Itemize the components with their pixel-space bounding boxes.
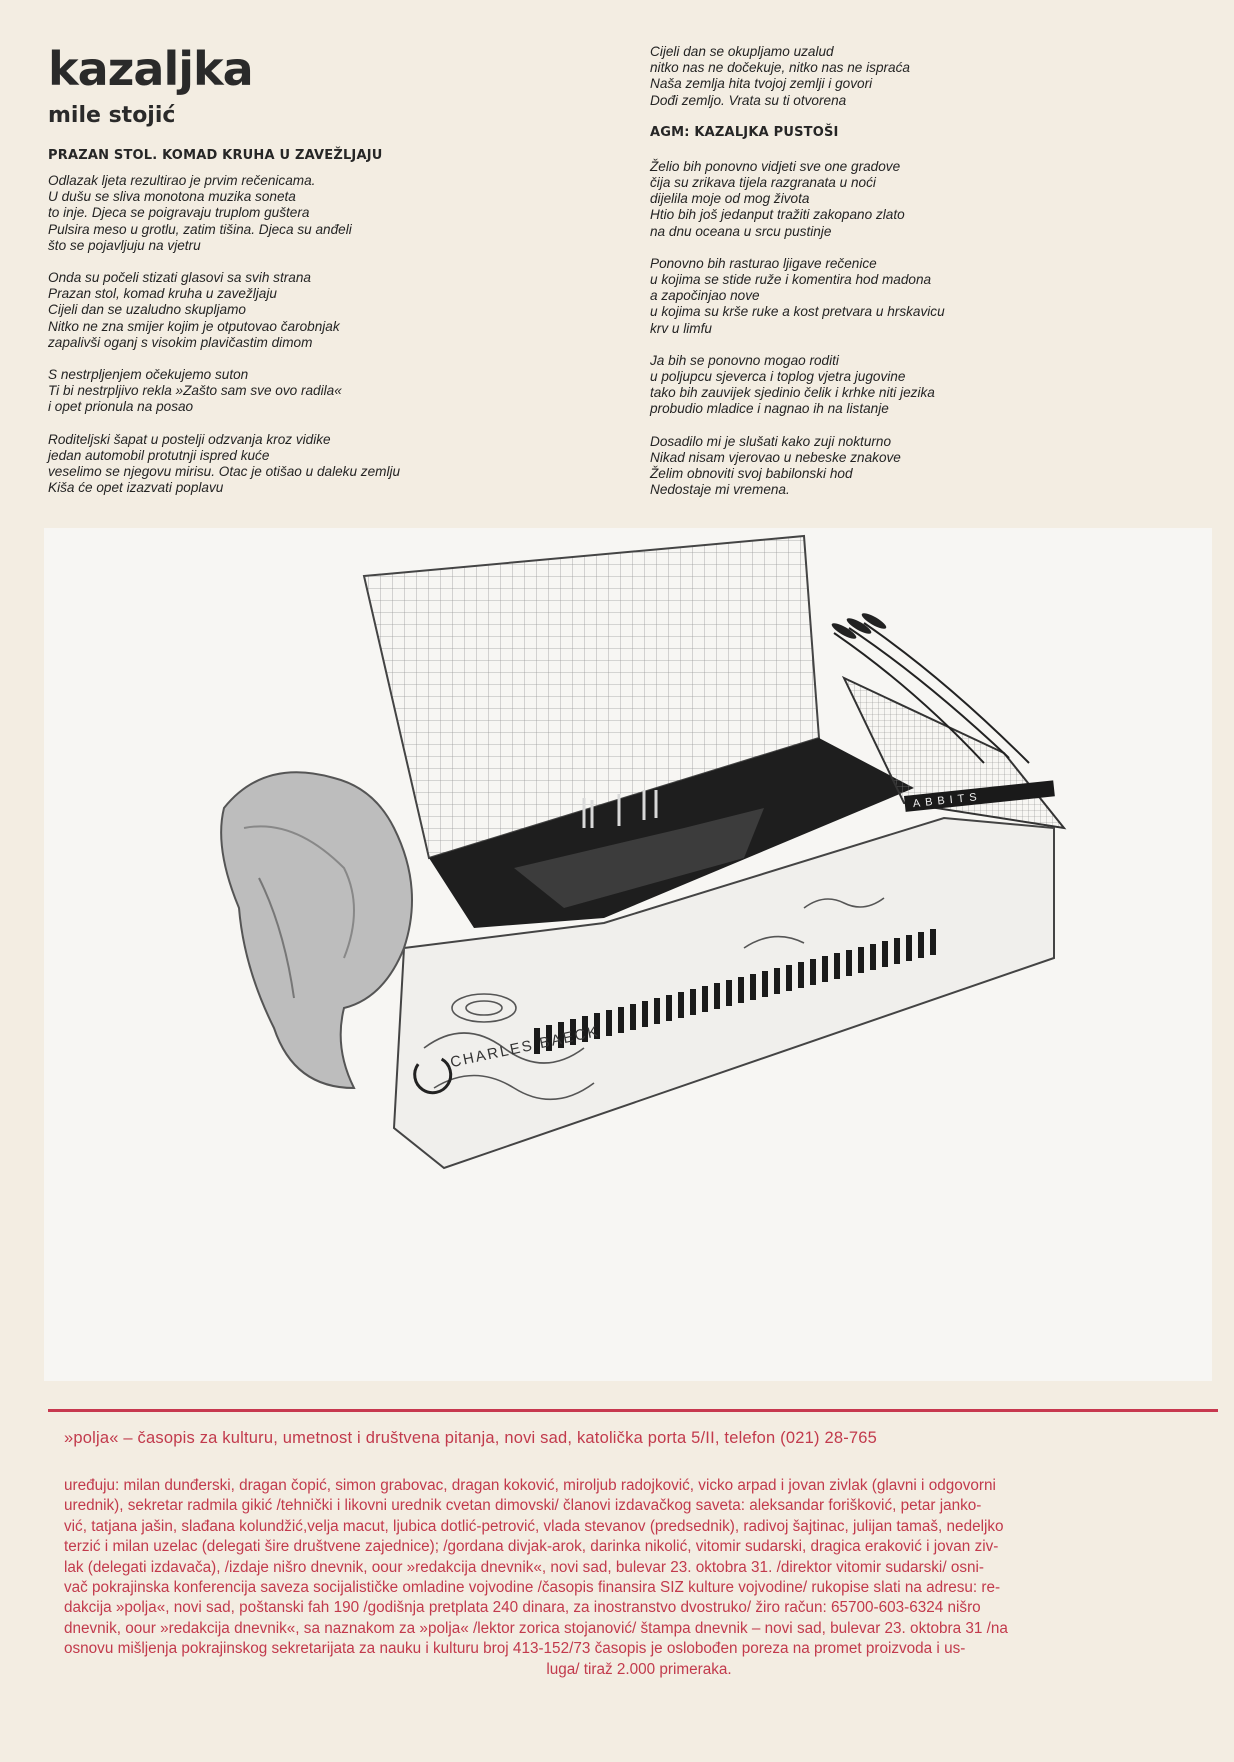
artwork-photo (44, 528, 1212, 1381)
credits-line: lak (delegati izdavača), /izdaje nišro dnevnik, oour »redakcija dnevnik«, novi sad, bulevar 23. oktobra 31. /direktor vitomir sudarski/ osni- (64, 1558, 984, 1576)
poem-line: Cijeli dan se uzaludno skupljamo (48, 302, 246, 318)
poem-right-column (650, 44, 1050, 514)
page-title: kazaljka (48, 42, 253, 96)
brand-label-text: CHARLES BAECK (448, 1022, 601, 1072)
poem-line: to inje. Djeca se poigravaju truplom guštera (48, 205, 310, 221)
footer-rule (48, 1409, 1218, 1412)
poem-line: dijelila moje od mog života (650, 191, 810, 207)
stanza (650, 353, 1050, 418)
poem-line: Onda su počeli stizati glasovi sa svih strana (48, 270, 311, 286)
poem-line: U dušu se sliva monotona muzika soneta (48, 189, 296, 205)
masthead-line: »polja« – časopis za kulturu, umetnost i društvena pitanja, novi sad, katolička porta 5/II, telefon (021) 28-765 (64, 1429, 878, 1447)
credits-line: urednik), sekretar radmila gikić /tehnički i likovni urednik cvetan dimovski/ članovi izdavačkog saveta: aleksandar forišković, petar janko- (64, 1497, 982, 1515)
lid-label-text: ABBITS (912, 790, 983, 811)
poem-line: tako bih zauvijek sjedinio čelik i krhke niti jezika (650, 385, 935, 401)
poem-line: Odlazak ljeta rezultirao je prvim rečenicama. (48, 173, 316, 188)
credits-line: uređuju: milan dunđerski, dragan čopić, simon grabovac, dragan koković, miroljub radojković, vicko arpad i jovan zivlak (glavni i odgovorni (64, 1477, 996, 1494)
poem-line: veselimo se njegovu mirisu. Otac je otišao u daleku zemlju (48, 464, 401, 480)
stanza (48, 432, 518, 497)
poem-line: jedan automobil protutnji ispred kuće (48, 447, 270, 463)
poem-line: Naša zemlja hita tvojoj zemlji i govori (650, 76, 873, 92)
poem-line: Kiša će opet izazvati poplavu (48, 480, 224, 496)
credits-line: vač pokrajinska konferencija saveza socijalističke omladine vojvodine /časopis finansira SIZ kulture vojvodine/ rukopise slati na adresu: re- (64, 1579, 1001, 1597)
stanza-intro (650, 44, 1050, 109)
poem-left-heading: PRAZAN STOL. KOMAD KRUHA U ZAVEŽLJAJU (48, 148, 383, 163)
artwork-illustration (44, 528, 1212, 1381)
credits-line: dnevnik, oour »redakcija dnevnik«, sa naznakom za »polja« /lektor zorica stojanović/ štampa dnevnik – novi sad, bulevar 23. oktobra 31 /na (64, 1619, 1008, 1637)
poem-right-heading: AGM: KAZALJKA PUSTOŠI (650, 124, 839, 140)
credits-line: vić, tatjana jašin, slađana kolundžić,velja macut, ljubica dotlić-petrović, vlada stevanov (predsednik), radivoj šajtinac, julijan tamaš, nedeljko (64, 1517, 1004, 1535)
stanza (48, 270, 518, 351)
poem-line: krv u limfu (650, 320, 712, 336)
stanza (48, 367, 518, 416)
poem-line: Nitko ne zna smijer kojim je otputovao čarobnjak (48, 318, 340, 334)
poem-line: zapalivši oganj s visokim plavičastim dimom (48, 334, 313, 350)
poem-line: Ponovno bih rasturao ljigave rečenice (650, 255, 877, 271)
poem-line: S nestrpljenjem očekujemo suton (48, 367, 249, 383)
stanza (650, 434, 1050, 499)
poem-line: čija su zrikava tijela razgranata u noći (650, 175, 876, 191)
poem-line: u poljupcu sjeverca i toplog vjetra jugovine (650, 369, 906, 385)
author-name: mile stojić (48, 103, 176, 128)
poem-line: a započinjao nove (650, 288, 760, 304)
poem-line: Želim obnoviti svoj babilonski hod (650, 466, 853, 482)
credits-line: luga/ tiraž 2.000 primeraka. (546, 1660, 732, 1678)
stanza (650, 256, 1050, 337)
poem-line: Nedostaje mi vremena. (650, 482, 790, 498)
poem-line: Nikad nisam vjerovao u nebeske znakove (650, 449, 901, 465)
draped-cloth (221, 772, 412, 1088)
poem-left-column (48, 148, 518, 512)
poem-line: nitko nas ne dočekuje, nitko nas ne ispraća (650, 60, 910, 76)
poem-line: Cijeli dan se okupljamo uzalud (650, 44, 834, 59)
stanza (48, 173, 518, 254)
poem-line: Prazan stol, komad kruha u zavežljaju (48, 286, 277, 302)
credits-block (64, 1476, 1214, 1680)
stanza (650, 159, 1050, 240)
poem-line: Dosadilo mi je slušati kako zuji nokturno (650, 433, 892, 449)
credits-line: osnovu mišljenja pokrajinskog sekretarijata za nauku i kulturu broj 413-152/73 časopis je oslobođen poreza na promet proizvoda i us- (64, 1640, 966, 1658)
poem-line: Želio bih ponovno vidjeti sve one gradove (650, 158, 901, 174)
poem-line: probudio mladice i nagnao ih na listanje (650, 401, 889, 417)
poem-line: u kojima se stide ruže i komentira hod madona (650, 272, 932, 288)
poem-line: i opet prionula na posao (48, 399, 194, 415)
poem-line: Roditeljski šapat u postelji odzvanja kroz vidike (48, 431, 331, 447)
poem-line: na dnu oceana u srcu pustinje (650, 223, 832, 239)
poem-line: Htio bih još jedanput tražiti zakopano zlato (650, 207, 905, 223)
poem-line: u kojima su krše ruke a kost pretvara u hrskavicu (650, 304, 945, 320)
credits-line: terzić i milan uzelac (delegati šire društvene zajednice); /gordana divjak-arok, darinka nikolić, vitomir sudarski, dragica eraković i jovan ziv- (64, 1538, 999, 1556)
poem-line: što se pojavljuju na vjetru (48, 237, 201, 253)
poem-line: Ja bih se ponovno mogao roditi (650, 352, 839, 368)
poem-line: Dođi zemljo. Vrata su ti otvorena (650, 92, 847, 108)
credits-line: dakcija »polja«, novi sad, poštanski fah 190 /godišnja pretplata 240 dinara, za inostranstvo dvostruko/ žiro račun: 65700-603-6324 nišro (64, 1599, 981, 1617)
poem-line: Pulsira meso u grotlu, zatim tišina. Djeca su anđeli (48, 221, 352, 237)
poem-line: Ti bi nestrpljivo rekla »Zašto sam sve ovo radila« (48, 383, 342, 399)
